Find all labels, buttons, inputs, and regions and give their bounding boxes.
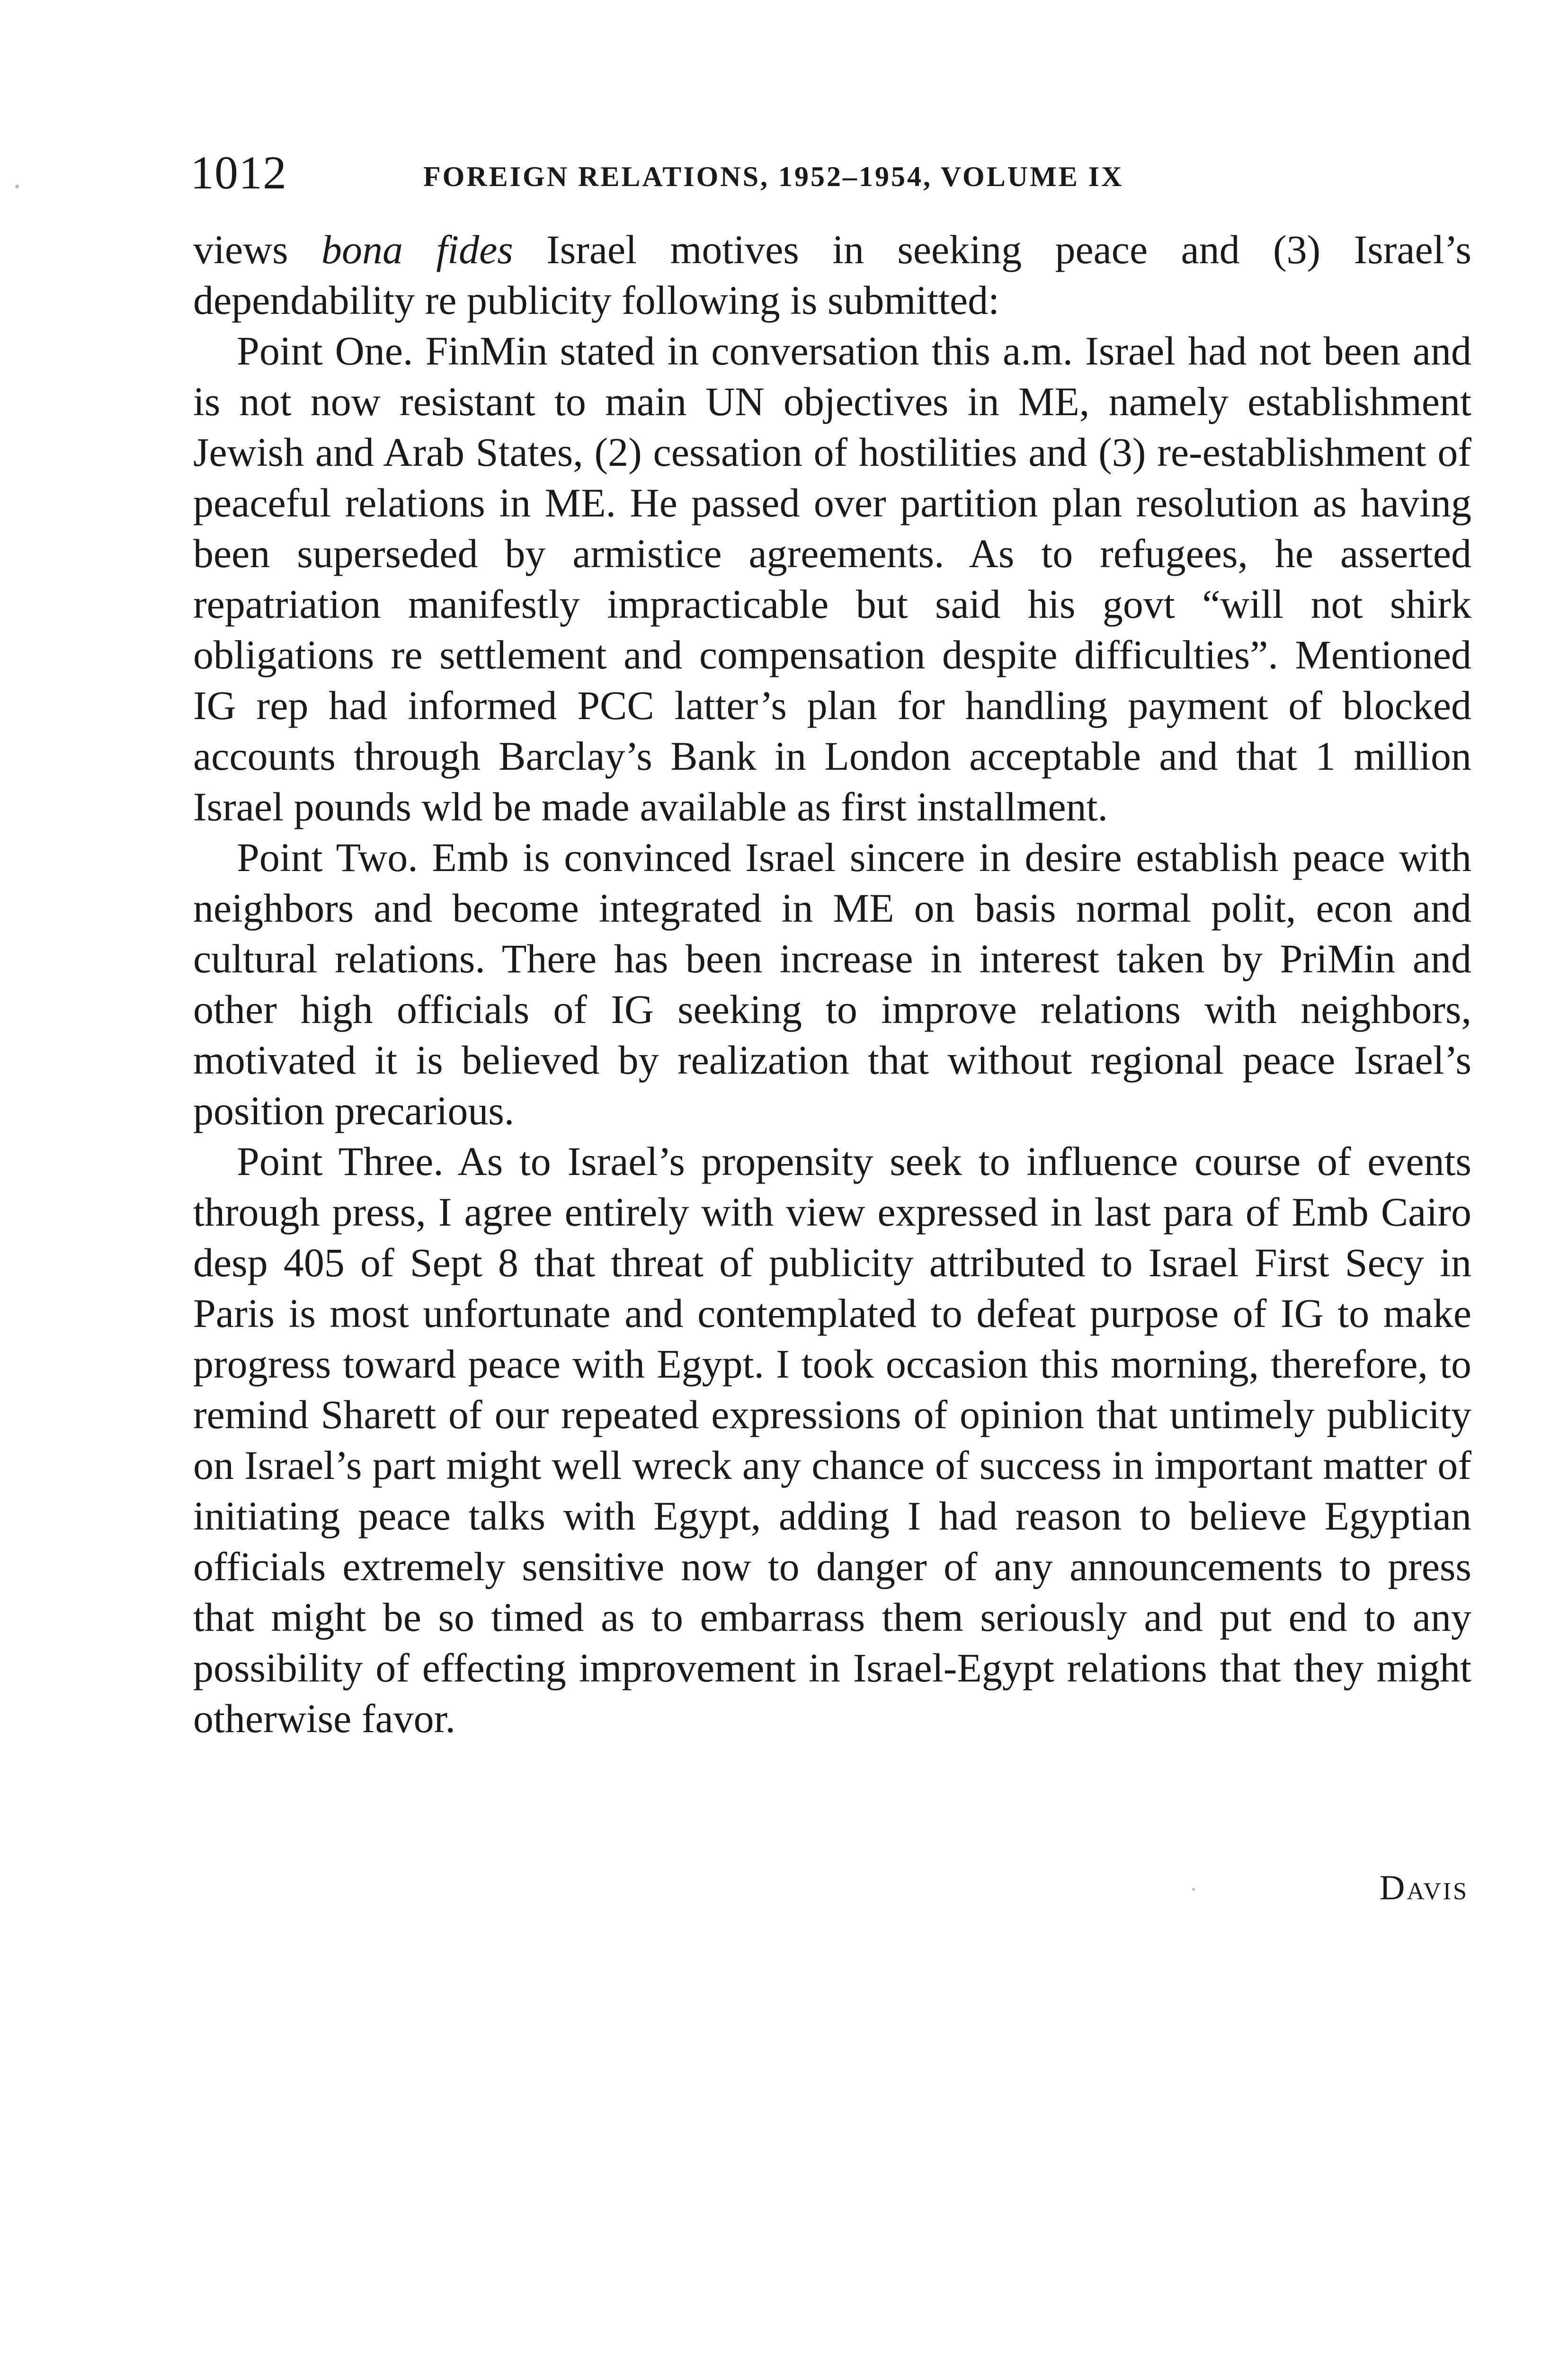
scan-speck — [15, 185, 19, 188]
scan-speck — [1192, 1888, 1195, 1891]
signature: Davis — [1379, 1869, 1469, 1907]
paragraph-point-three: Point Three. As to Israel’s propensity seek to influence course of events through press, I agree entirely with view expressed in last para of Emb Cairo desp 405 of Sept 8 that threat of publicity attributed to Israel First Secy in Paris is most unfortunate and contemplated to defeat purpose of IG to make progress toward peace with Egypt. I took occasion this morning, therefore, to remind Sharett of our repeated expressions of opinion that untimely publicity on Israel’s part might well wreck any chance of success in important matter of initiating peace talks with Egypt, adding I had reason to believe Egyptian officials extremely sensitive now to danger of any announcements to press that might be so timed as to embarrass them seriously and put end to any possibility of effecting improvement in Israel-Egypt relations that they might otherwise favor. — [193, 1139, 1471, 1741]
document-body — [193, 224, 1471, 1744]
intro-text: Israel motives in seeking peace and (3) Israel’s dependability re publicity following is submitted: — [193, 227, 1471, 323]
page-header — [190, 142, 1469, 204]
paragraph-point-one: Point One. FinMin stated in conversation this a.m. Israel had not been and is not now resistant to main UN objectives in ME, namely establishment Jewish and Arab States, (2) cessation of hostilities and (3) re-establishment of peaceful relations in ME. He passed over partition plan resolution as having been superseded by armistice agreements. As to refugees, he asserted repatriation manifestly impracticable but said his govt “will not shirk obligations re settlement and compensation despite difficulties”. Mentioned IG rep had informed PCC latter’s plan for handling payment of blocked accounts through Barclay’s Bank in London acceptable and that 1 million Israel pounds wld be made available as first installment. — [193, 328, 1471, 829]
page-number: 1012 — [190, 146, 287, 199]
intro-emphasis: bona fides — [321, 227, 513, 272]
paragraph-intro — [193, 224, 1471, 326]
running-head: FOREIGN RELATIONS, 1952–1954, VOLUME IX — [423, 161, 1124, 192]
paragraph-point-two: Point Two. Emb is convinced Israel sincere in desire establish peace with neighbors and become integrated in ME on basis normal polit, econ and cultural relations. There has been increase in interest taken by PriMin and other high officials of IG seeking to improve relations with neighbors, motivated it is believed by realization that without regional peace Israel’s position precarious. — [193, 835, 1471, 1133]
intro-prefix: views — [193, 227, 321, 272]
